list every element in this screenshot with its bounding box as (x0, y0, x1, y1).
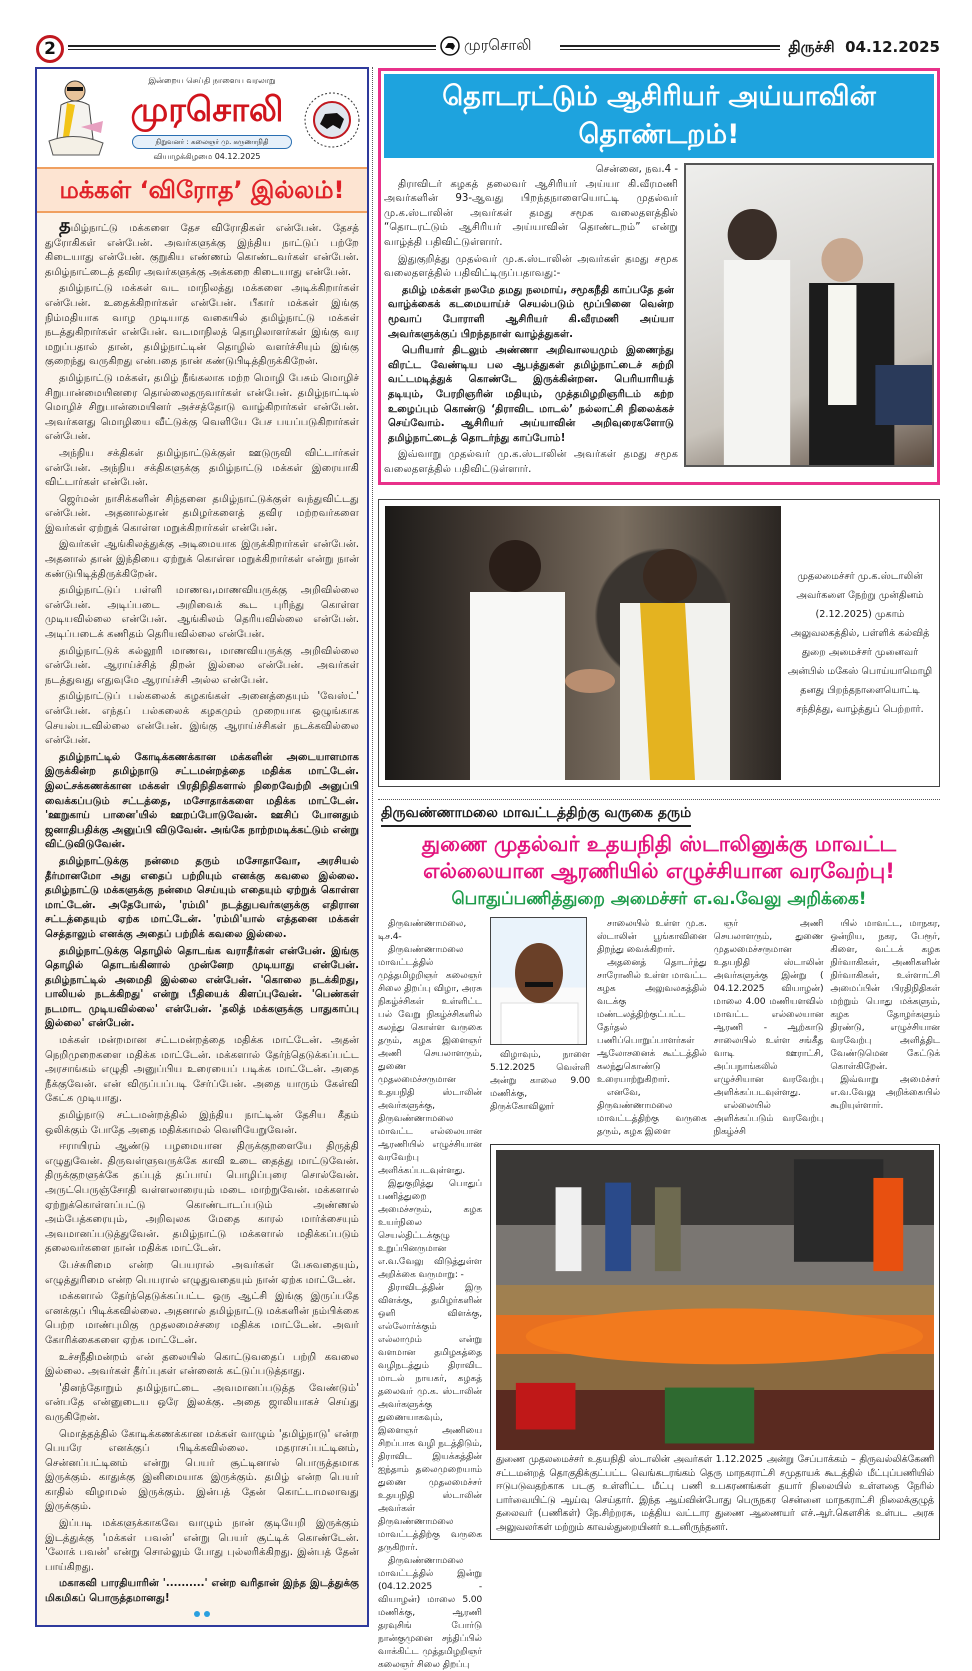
paragraph: உச்சநீதிமன்றம் என் தலையில் கொட்டுவதைப் பற்றி கவலை இல்லை. அவர்கள் தீர்ப்புகள் என்னைக் கட்டுப்படுத்தாது. (45, 1351, 359, 1378)
velu-column-4 (714, 917, 824, 1138)
veeramani-paragraphs (384, 178, 678, 478)
masthead-founder: நிறுவனர் : கலைஞர் மு. கருணாநிதி (132, 135, 292, 149)
editorial-column (35, 67, 369, 1627)
paragraph: இவ்வாறு முதல்வர் மு.க.ஸ்டாலின் அவர்கள் தமது சமூக வலைதளத்தில் பதிவிட்டுள்ளார். (384, 449, 678, 475)
paragraph: திருவண்ணாமலை மாவட்டத்தில் முத்தமிழறிஞர் கலைஞர் சிலை திறப்பு விழா, அரசு நிகழ்ச்சிகள் உள்ளிட்ட பல் வேறு நிகழ்ச்சிகளில் கலந்து கொள்ள வருகை தரும், கழக இளைஞர் அணி செயலாளரும், துணை முதலமைச்சருமான உதயநிதி ஸ்டாலின் அவர்களுக்கு, திருவண்ணாமலை மாவட்ட எல்லையான ஆரணியில் எழுச்சியான வரவேற்பு அளிக்கப்படவுள்ளது. (378, 944, 482, 1177)
veeramani-headline: தொடரட்டும் ஆசிரியர் அய்யாவின் தொண்டறம்! (384, 74, 934, 158)
paragraph: தமிழ்நாட்டுக் கல்லூரி மாணவ, மாணவியருக்கு அறிவில்லை என்பேன். ஆராய்ச்சித் திறன் இல்லை என்பேன். அவர்கள் நடத்துவது எதுவுமே ஆராய்ச்சி அல்ல என்பேன். (45, 645, 359, 686)
paragraph: தமிழ்நாட்டுப் பள்ளி மாணவ,மாணவியருக்கு அறிவில்லை என்பேன். அடிப்படை அறிவைக் கூட புரிந்து கொள்ள முடியவில்லை என்பேன். ஆங்கிலம் தெரியவில்லை என்பேன். அடிப்படைக் கணிதம் தெரியவில்லை என்பேன். (45, 585, 359, 641)
paragraph: தமிழ் மக்கள் நலமே தமது நலமாய், சமூகநீதி காப்பதே தன் வாழ்க்கைக் கடமையாய்ச் செயல்படும் மூப்பினை வென்ற மூவாப் போராளி ஆசிரியர் கி.வீரமணி அய்யா அவர்களுக்குப் பிறந்தநாள் வாழ்த்துகள். (388, 284, 674, 340)
paragraph: ஞர் அணி செயலாளரும், துணை முதலமைச்சருமான உதயநிதி ஸ்டாலின் அவர்களுக்கு இன்று ( 04.12.2025 வியாழன்) மாலை 4.00 மணியளவில் மாவட்ட எல்லையான ஆரணி - ஆற்காடு சாலையில் உள்ள சங்கீத வாடி ஊராட்சி, அப்பநாங்கலில் எழுச்சியான வரவேற்பு அளிக்கப்படவுள்ளது. (713, 918, 824, 1099)
paragraph: 'தினந்தோறும் தமிழ்நாட்டை அவமானப்படுத்த வேண்டும்' என்பதே என்னுடைய ஒரே இலக்கு. அதை ஜாலியாகச் செய்து வருகிறேன். (45, 1382, 359, 1423)
paragraph: தமிழ்நாடு சட்டமன்றத்தில் இந்திய நாட்டின் தேசிய கீதம் ஒலிக்கும் போதே அதை மதிக்காமல் வெளியேறுவேன். (45, 1110, 359, 1136)
velu-column-5 (830, 917, 940, 1112)
rescue-photo-box (490, 1144, 940, 1540)
paragraph: பேச்சுரிமை என்ற பெயரால் அவர்கள் பேசுவதையும், எழுத்துரிமை என்ற பெயரால் எழுதுவதையும் நான் ஏற்க மாட்டேன். (45, 1259, 359, 1286)
header-paper-name: முரசொலி (464, 36, 532, 54)
paragraph: ஈராயிரம் ஆண்டு பழமையான திருக்குறளையே திருத்தி எழுதுவேன். திருவள்ளுவருக்கே காவி உடை தைத்து மாட்டுவேன். திருக்குறளுக்கே தப்புத் தப்பாய் பொழிப்புரை சொல்வேன். அருட்பெருஞ்சோதி வள்ளலாரையும் மடை மாற்றுவேன். மக்களால் ஏற்றுக்கொள்ளப்பட்டு கொண்டாடப்படும் அண்ணல் அம்பேத்கரையும், அறிவுலக மேதை காரல் மார்க்சையும் அவமானப்படுத்துவேன். தமிழ்நாட்டு மக்களால் மதிக்கப்படும் தலைவர்களை நான் மதிக்க மாட்டேன். (45, 1141, 359, 1255)
paragraph: தமிழ்நாட்டுக்கு தொழில் தொடங்க வராதீர்கள் என்பேன். இங்கு தொழில் தொடங்கினால் முன்னேற முடியாது என்பேன். தமிழ்நாட்டில் அமைதி இல்லை என்பேன். 'கொலை நடக்கிறது, பாலியல் நடக்கிறது' என்று பீதியைக் கிளப்புவேன். 'பெண்கள் நடமாட முடியவில்லை' என்பேன். 'தலித் மக்களுக்கு பாதுகாப்பு இல்லை' என்பேன். (45, 945, 359, 1030)
section-divider (378, 799, 940, 800)
paragraph: மக்கள் மன்றமான சட்டமன்றத்தை மதிக்க மாட்டேன். அதன் நெறிமுறைகளை மதிக்க மாட்டேன். மக்களால் தேர்ந்தெடுக்கப்பட்ட அரசாங்கம் எழுதி அனுப்பிய உரையைப் படிக்க மாட்டேன். அதை நீக்குவேன். என் விருப்பப்படி சேர்ப்பேன். அதை யாரும் கேள்வி கேட்க முடியாது. (45, 1035, 359, 1105)
paragraph: மொத்தத்தில் கோடிக்கணக்கான மக்கள் வாழும் 'தமிழ்நாடு' என்ற பெயரே எனக்குப் பிடிக்கவில்லை. மதராசப்பட்டினம், சென்னப்பட்டினம் என்று பெயர் சூட்டினால் பொருத்தமாக இருக்கும். காதுக்கு இனிமையாக இருக்கும். தமிழ் என்ற பெயர் காதில் விழாமல் இருக்கும். இன்பத் தேன் கொட்டாமலாவது இருக்கும். (45, 1428, 359, 1513)
column-divider (372, 67, 373, 1467)
stalin-anbil-mahesh-photo (385, 506, 781, 780)
page-number: 2 (36, 35, 64, 63)
paragraph: விழாவும், நாளை 5.12.2025 வெள்ளி அன்று காலை 9.00 மணிக்கு, திருக்கோவிலூர் (490, 1049, 590, 1113)
rescue-photo-caption: துணை முதலமைச்சர் உதயநிதி ஸ்டாலின் அவர்கள் 1.12.2025 அன்று சேப்பாக்கம் – திருவல்லிக்கேணி சட்டமன்றத் தொகுதிக்குட்பட்ட வெங்கடரங்கம் தெரு மாநகராட்சி சமுதாயக் கூடத்தில் மீட்புப்பணியில் ஈடுபடுவதற்காக படகு உள்ளிட்ட மீட்பு பணி உபகரணங்கள் தயார் நிலையில் உள்ளதை நேரில் பார்வையிட்டு ஆய்வு செய்தார். இந்த ஆய்வின்போது பெருநகர சென்னை மாநகராட்சி நிலைக்குழுத் தலைவர் (பணிகள்) நே.சிற்றரசு, மத்திய வட்டார துணை ஆணையர் எச்.ஆர்.கௌசிக் உள்பட அரசு அலுவலர்கள் மற்றும் காவல்துறையினர் உடனிருந்தனர். (496, 1454, 934, 1533)
paragraph: ஜெர்மன் நாசிக்களின் சிந்தனை தமிழ்நாட்டுக்குள் வந்துவிட்டது என்பேன். அதனால்தான் தமிழர்களைத் தவிர மற்றவர்களை இவர்கள் ஏற்றுக் கொள்ள மறுக்கிறார்கள் என்பேன். (45, 493, 359, 534)
header-rule-left (68, 45, 436, 50)
edition-name: திருச்சி (788, 38, 835, 56)
paragraph: அந்நிய சக்திகள் தமிழ்நாட்டுக்குள் ஊடுருவி விட்டார்கள் என்பேன். அந்நிய சக்திகளுக்கு தமிழ்நாட்டு மக்கள் இரையாகி விட்டார்கள் என்பேன். (45, 447, 359, 489)
velu-column-3 (597, 917, 707, 1138)
paragraph: திராவிடர் கழகத் தலைவர் ஆசிரியர் அய்யா கி.வீரமணி அவர்களின் 93-ஆவது பிறந்தநாளையொட்டி முதல்வர் மு.க.ஸ்டாலின் அவர்கள் தமது சமூக வலைதளத்தில் “தொடரட்டும் ஆசிரியர் அய்யாவின் தொண்டறம்” என்று வாழ்த்தி பதிவிட்டுள்ளார். (384, 178, 678, 248)
velu-subheadline: பொதுப்பணித்துறை அமைச்சர் எ.வ.வேலு அறிக்கை! (451, 889, 867, 910)
header-rule-right (560, 45, 780, 50)
veeramani-article (378, 68, 940, 485)
paragraph: திருவண்ணாமலை மாவட்டத்தில் இன்று (04.12.2025 - வியாழன்) மாலை 5.00 மணிக்கு, ஆரணி தரவுசிங் போர்டு நான்குமுனை சந்திப்பில் வாக்கிட்ட முத்தமிழறிஞர் கலைஞர் சிலை திறப்பு (378, 1555, 482, 1671)
bull-emblem-icon (440, 36, 460, 56)
paragraph: பெரியார் திடலும் அண்ணா அறிவாலயமும் இணைந்து விரட்ட வேண்டிய பல ஆபத்துகள் தமிழ்நாட்டைச் சுற்றி வட்டமடித்துக் கொண்டே இருக்கின்றன. பெரியாரியத் தடியும், பேரறிஞரின் மதியும், முத்தமிழறிஞரிடம் கற்ற உழைப்பும் கொண்டு ‘திராவிட மாடல்’ நல்லாட்சி நிலைக்கச் செய்வோம். ஆசிரியர் அய்யாவின் அறிவுரைகளோடு தமிழ்நாட்டைத் தொடர்ந்து காப்போம்! (388, 345, 674, 444)
photo-figures (686, 165, 934, 467)
velu-headline: துணை முதல்வர் உதயநிதி ஸ்டாலினுக்கு மாவட்ட எல்லையான ஆரணியில் எழுச்சியான வரவேற்பு! (421, 832, 897, 884)
paragraph: இவர்கள் ஆங்கிலத்துக்கு அடிமையாக இருக்கிறார்கள் என்பேன். அதனால் தான் இந்தியை ஏற்றுக் கொள்ள மறுக்கிறார்கள் என்று நான் கண்டுபிடித்திருக்கிறேன். (45, 539, 359, 580)
velu-column-1 (378, 917, 482, 1671)
edition-date (788, 38, 940, 58)
founder-caricature-icon (45, 77, 107, 159)
paragraph: தமிழ்நாட்டில் கோடிக்கணக்கான மக்களின் அடையாளமாக இருக்கின்ற தமிழ்நாடு சட்டமன்றத்தை மதிக்க மாட்டேன். இலட்சக்கணக்கான மக்கள் பிரதிநிதிகளால் நிறைவேற்றி அனுப்பி வைக்கப்படும் சட்டத்தை, மசோதாக்களை மதிக்க மாட்டேன். 'ஊறுகாய் பானை'யில் ஊறப்போடுவேன். ஊசிப் போனதும் ஜனாதிபதிக்கு அனுப்பி விடுவேன். அங்கே நாற்றமடிக்கட்டும் என்று விட்டுவிடுவேன். (45, 751, 359, 851)
paragraph: தமிழ்நாட்டு மக்களை தேச விரோதிகள் என்பேன். தேசத் துரோகிகள் என்பேன். அவர்களுக்கு இந்திய நாட்டுப் பற்றே கிடையாது என்பேன். குறுகிய எண்ணம் கொண்டவர்கள் என்பேன். தமிழ்நாட்டைத் தவிர அவர்களுக்கு அக்கறை கிடையாது என்பேன். (45, 215, 359, 278)
masthead-title: முரசொலி (130, 90, 284, 130)
paragraph: அதனைத் தொடர்ந்து சாரோனில் உள்ள மாவட்ட கழக அலுவலகத்தில் வடக்கு மண்டலத்திற்குட்பட்ட தேர்தல் பணிப்பொறுப்பாளர்கள் ஆலோசனைக் கூட்டத்தில் கலந்துகொண்டு உரையாற்றுகிறார். (597, 957, 707, 1086)
paragraph: இப்படி மக்களுக்காகவே வாழும் நான் குடியேறி இருக்கும் இடத்துக்கு 'மக்கள் பவன்' என்று பெயர் சூட்டிக் கொண்டேன். 'லோக் பவன்' என்று சொல்லும் போது புல்லரிக்கிறது. இன்பத் தேன் பாய்கிறது. (45, 1518, 359, 1573)
end-dots (37, 1611, 367, 1617)
stalin-veeramani-photo (684, 163, 934, 467)
paragraph: மகாகவி பாரதியாரின் '..........' என்ற வரிதான் இந்த இடத்துக்கு மிகமிகப் பொருத்தமானது! (45, 1578, 359, 1605)
rescue-equipment-photo (496, 1150, 934, 1450)
paragraph: தமிழ்நாட்டு மக்கள், தமிழ் நீங்கலாக மற்ற மொழி பேசும் மொழிச் சிறுபான்மையினரை தொல்லைதருவார்கள் என்பேன். தமிழ்நாட்டில் மொழிச் சிறுபான்மையினர் அச்சத்தோடு வாழ்கிறார்கள் என்பேன். அவர்களது மொழியை வீட்டுக்கு வெளியே பேச பயப்படுகிறார்கள் என்பேன். (45, 372, 359, 443)
paragraph: சாலையில் உள்ள மு.க. ஸ்டாலின் பூங்காவினை திறந்து வைக்கிறார். (597, 918, 707, 956)
photo-figures (496, 1150, 934, 1450)
paragraph: இதுகுறித்து முதல்வர் மு.க.ஸ்டாலின் அவர்கள் தமது சமூக வலைதளத்தில் பதிவிட்டிருப்பதாவது:- (384, 253, 678, 280)
issue-date: 04.12.2025 (845, 38, 940, 56)
editorial-body (45, 215, 359, 1607)
header-logo (440, 36, 532, 56)
paragraph: தமிழ்நாட்டுக்கு நன்மை தரும் மசோதாவோ, அரசியல் தீர்மானமோ அது எதைப் பற்றியும் எனக்கு கவலை இல்லை. தமிழ்நாட்டு மக்களுக்கு நன்மை செய்யும் எதையும் ஏற்றுக் கொள்ள மாட்டேன். அதேபோல், 'ரம்மி' நடத்துபவர்களுக்கு எதிரான சட்டத்தையும் ஏற்க மாட்டேன். 'ரம்மி'யால் எத்தனை மக்கள் செத்தாலும் எனக்கு அதைப் பற்றிக் கவலை இல்லை. (45, 855, 359, 940)
paragraph: திருவண்ணாமலை, டிச.4- (378, 918, 467, 943)
paragraph: இதுகுறித்து பொதுப் பணித்துறை அமைச்சரும், கழக உயர்நிலை செயல்திட்டக்குழு உறுப்பினருமான எ.வ.வேலு விடுத்துள்ள அறிக்கை வருமாறு: - (378, 1178, 482, 1281)
veeramani-text (384, 163, 678, 479)
masthead-date: வியாழக்கிழமை 04.12.2025 (153, 152, 261, 161)
masthead-tagline: இன்றைய செய்தி நாளைய வரலாறு (148, 76, 276, 85)
velu-column-2 (490, 1048, 590, 1113)
paragraph: எல்லையில் அளிக்கப்படும் வரவேற்பு நிகழ்ச்சி (713, 1100, 824, 1138)
paragraph: தமிழ்நாட்டுப் பல்கலைக் கழகங்கள் அனைத்தையும் 'வேஸ்ட்' என்பேன். எந்தப் பல்கலைக் கழகமும் முறையாக ஒழுங்காக செயல்படவில்லை என்பேன். இங்கு ஆராய்ச்சிகள் நடக்கவில்லை என்பேன். (45, 691, 359, 747)
meeting-photo-box (378, 499, 940, 787)
ev-velu-portrait (490, 917, 587, 1045)
portrait-figure (491, 918, 587, 1045)
velu-kicker: திருவண்ணாமலை மாவட்டத்திற்கு வருகை தரும் (381, 805, 691, 827)
dateline: சென்னை, நவ.4 - (595, 164, 678, 175)
meeting-photo-caption: முதலமைச்சர் மு.க.ஸ்டாலின் அவர்களை நேற்று முன்தினம் (2.12.2025) முகாம் அலுவலகத்தில், பள்ளிக் கல்வித் துறை அமைச்சர் முனைவர் அன்பில் மகேஸ் பொய்யாமொழி தனது பிறந்தநாளையொட்டி சந்தித்து, வாழ்த்துப் பெற்றார். (787, 571, 933, 716)
paragraph: யில் மாவட்ட, மாநகர, ஒன்றிய, நகர, பேரூர், கிளை, வட்டக் கழக நிர்வாகிகள், அணிகளின் நிர்வாகிகள், உள்ளாட்சி அமைப்பின் பிரதிநிதிகள் மற்றும் பொது மக்களும், கழக தோழர்களும் திரண்டு, எழுச்சியான வரவேற்பு அளித்திட வேண்டுமென கேட்டுக் கொள்கிறேன். (830, 918, 941, 1073)
paragraph: எனவே, திருவண்ணாமலை மாவட்டத்திற்கு வருகை தரும், கழக இளை (597, 1087, 707, 1138)
right-column (378, 68, 940, 1671)
velu-article-body (378, 917, 940, 1671)
editorial-headline: மக்கள் ‘விரோத’ இல்லம்! (59, 176, 345, 204)
paragraph: திராவிடத்தின் இரு விளக்கு, தமிழர்களின் ஒளி விளக்கு, எல்லோர்க்கும் எல்லாமும் என்று வளமான தமிழகத்தை வழிநடத்தும் திராவிட மாடல் நாயகர், கழகத் தலைவர் மு.க. ஸ்டாலின் அவர்களுக்கு துணையாகவும், இளைஞர் அணியை சிறப்பாக வழி நடத்திடும், திராவிட இயக்கத்தின் ஐந்தாம் தலைமுறையாம் துணை முதலமைச்சர் உதயநிதி ஸ்டாலின் அவர்கள் திருவண்ணாமலை மாவட்டத்திற்கு வருகை தருகிறார். (378, 1282, 482, 1554)
paragraph: இவ்வாறு அமைச்சர் எ.வ.வேலு அறிக்கையில் கூறியுள்ளார். (830, 1074, 941, 1112)
photo-figures (385, 506, 781, 780)
editorial-headline-band (37, 167, 367, 213)
paragraph: மக்களால் தேர்ந்தெடுக்கப்பட்ட ஒரு ஆட்சி இங்கு இருப்பதே எனக்குப் பிடிக்கவில்லை. அதனால் தமிழ்நாட்டு மக்களின் நம்பிக்கை பெற்ற மாண்புமிகு முதலமைச்சரை மதிக்க மாட்டேன். அவர் கோரிக்கைகளை ஏற்க மாட்டேன். (45, 1291, 359, 1346)
masthead (37, 69, 367, 167)
bull-seal-icon (303, 91, 361, 149)
paragraph: தமிழ்நாட்டு மக்கள் வட மாநிலத்து மக்களை அடிக்கிறார்கள் என்பேன். உதைக்கிறார்கள் என்பேன். பீகார் மக்கள் இங்கு நிம்மதியாக வாழ முடியாத வகையில் தமிழ்நாட்டு மக்கள் நடத்துகிறார்கள் என்பேன். வடமாநிலத் தொழிலாளர்கள் இங்கு வர மறுப்பதால் தான், தமிழ்நாட்டின் தொழில் வளர்ச்சியும் இங்கு குறைந்து வருகிறது என்பதை நான் கண்டுபிடித்திருக்கிறேன். (45, 283, 359, 368)
